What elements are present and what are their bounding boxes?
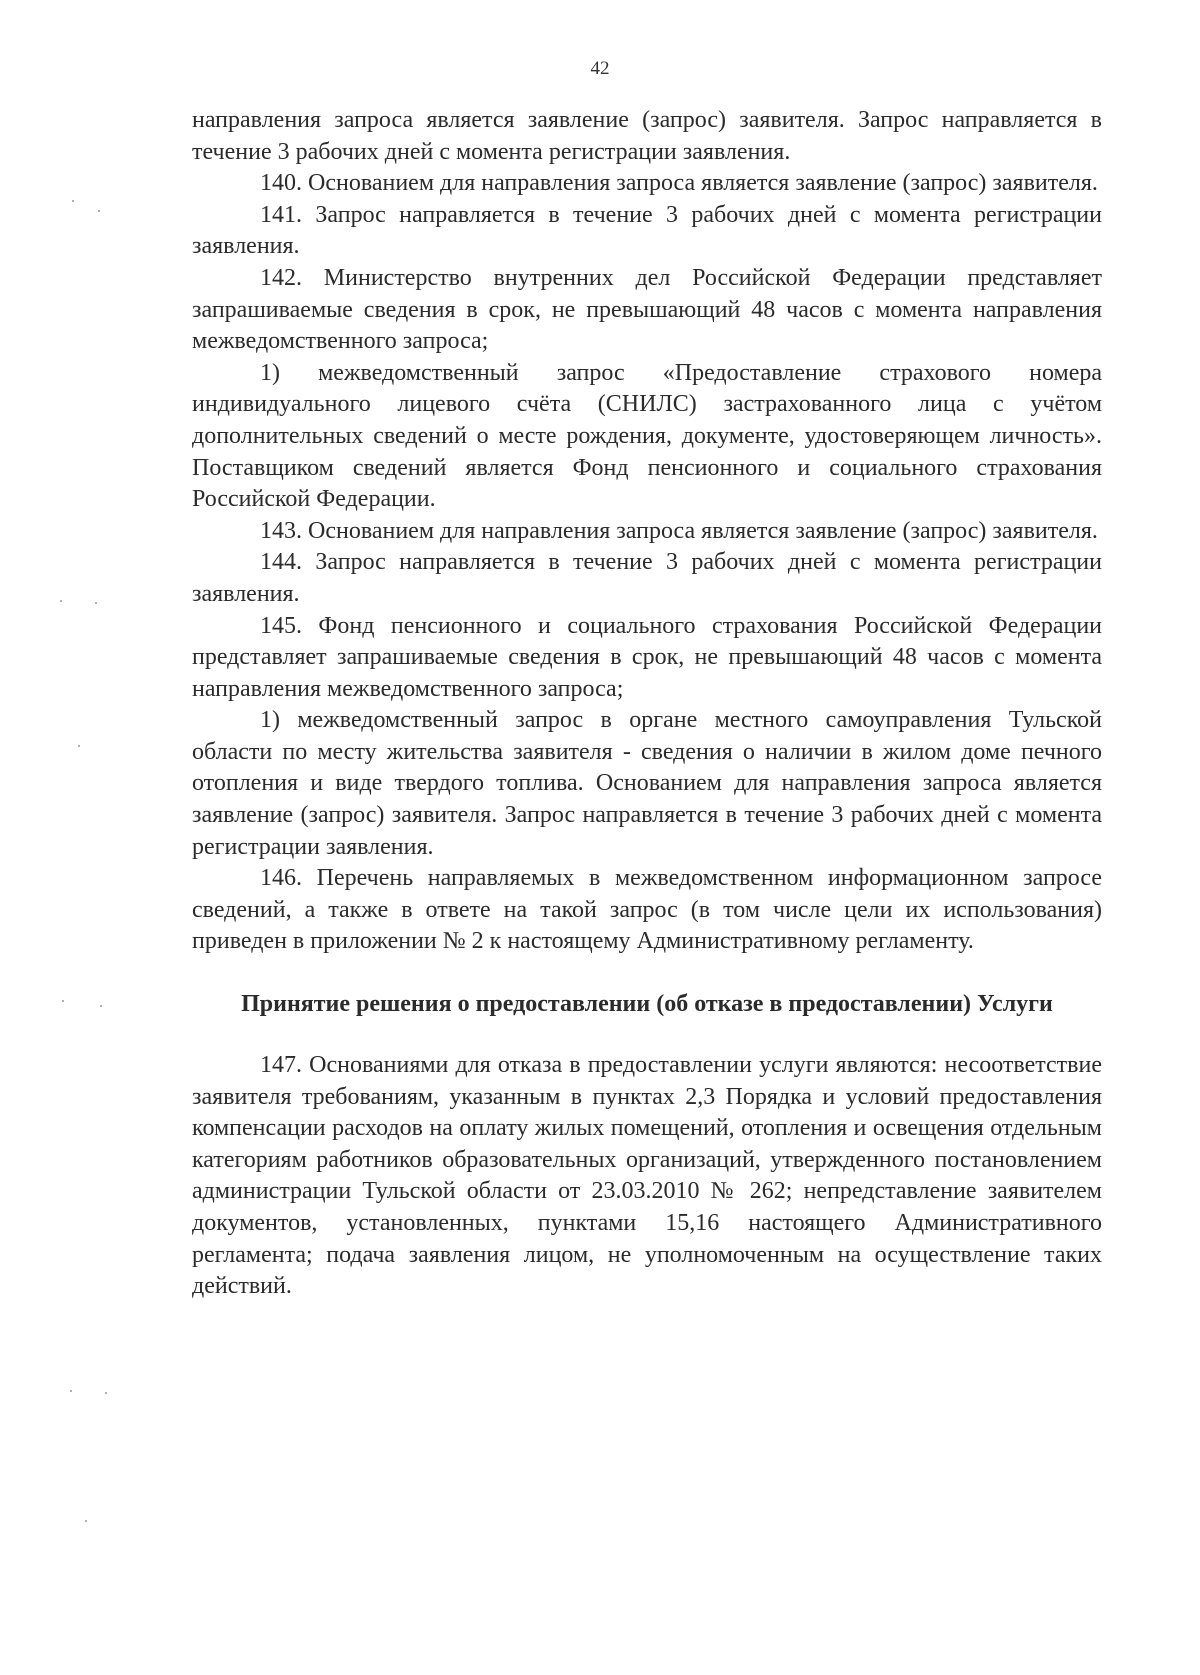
paragraph-144: 144. Запрос направляется в течение 3 рабочих дней с момента регистрации заявления. (192, 549, 1102, 607)
paragraph-142: 142. Министерство внутренних дел Российской Федерации представляет запрашиваемые сведения в срок, не превышающий 48 часов с момента направления межведомственного запроса; (192, 264, 1102, 355)
page-number: 42 (590, 58, 610, 79)
paragraph-147: 147. Основаниями для отказа в предоставлении услуги являются: несоответствие заявителя требованиям, указанным в пунктах 2,3 Порядка и условий предоставления компенсации расходов на оплату жилых помещений, отопления и освещения отдельным категориям работников образовательных организаций, утвержденного постановлением администрации Тульской области от 23.03.2010 № 262; непредставление заявителем документов, установленных, пунктами 15,16 настоящего Административного регламента; подача заявления лицом, не уполномоченным на осуществление таких действий. (192, 1052, 1102, 1300)
paragraph-140: 140. Основанием для направления запроса является заявление (запрос) заявителя. (260, 170, 1098, 197)
scan-margin-marks (50, 0, 130, 1675)
section-heading: Принятие решения о предоставлении (об отказе в предоставлении) Услуги (241, 991, 1053, 1018)
paragraph-145: 145. Фонд пенсионного и социального страхования Российской Федерации представляет запрашиваемые сведения в срок, не превышающий 48 часов с момента направления межведомственного запроса; (192, 612, 1102, 702)
paragraph-146: 146. Перечень направляемых в межведомственном информационном запросе сведений, а также в ответе на такой запрос (в том числе цели их использования) приведен в приложении № 2 к настоящему Административному регламенту. (192, 865, 1102, 955)
paragraph-142-item-1: 1) межведомственный запрос «Предоставление страхового номера индивидуального лицевого счёта (СНИЛС) застрахованного лица с учётом дополнительных сведений о месте рождения, документе, удостоверяющем личность». Поставщиком сведений является Фонд пенсионного и социального страхования Российской Федерации. (192, 359, 1102, 513)
paragraph-143: 143. Основанием для направления запроса является заявление (запрос) заявителя. (260, 517, 1098, 544)
paragraph-141: 141. Запрос направляется в течение 3 рабочих дней с момента регистрации заявления. (192, 201, 1102, 260)
paragraph-145-item-1: 1) межведомственный запрос в органе местного самоуправления Тульской области по месту жительства заявителя - сведения о наличии в жилом доме печного отопления и виде твердого топлива. Основанием для направления запроса является заявление (запрос) заявителя. Запрос направляется в течение 3 рабочих дней с момента регистрации заявления. (192, 707, 1102, 860)
paragraph-continuation: направления запроса является заявление (запрос) заявителя. Запрос направляется в течение 3 рабочих дней с момента регистрации заявления. (192, 107, 1102, 165)
document-body (192, 105, 1102, 1303)
